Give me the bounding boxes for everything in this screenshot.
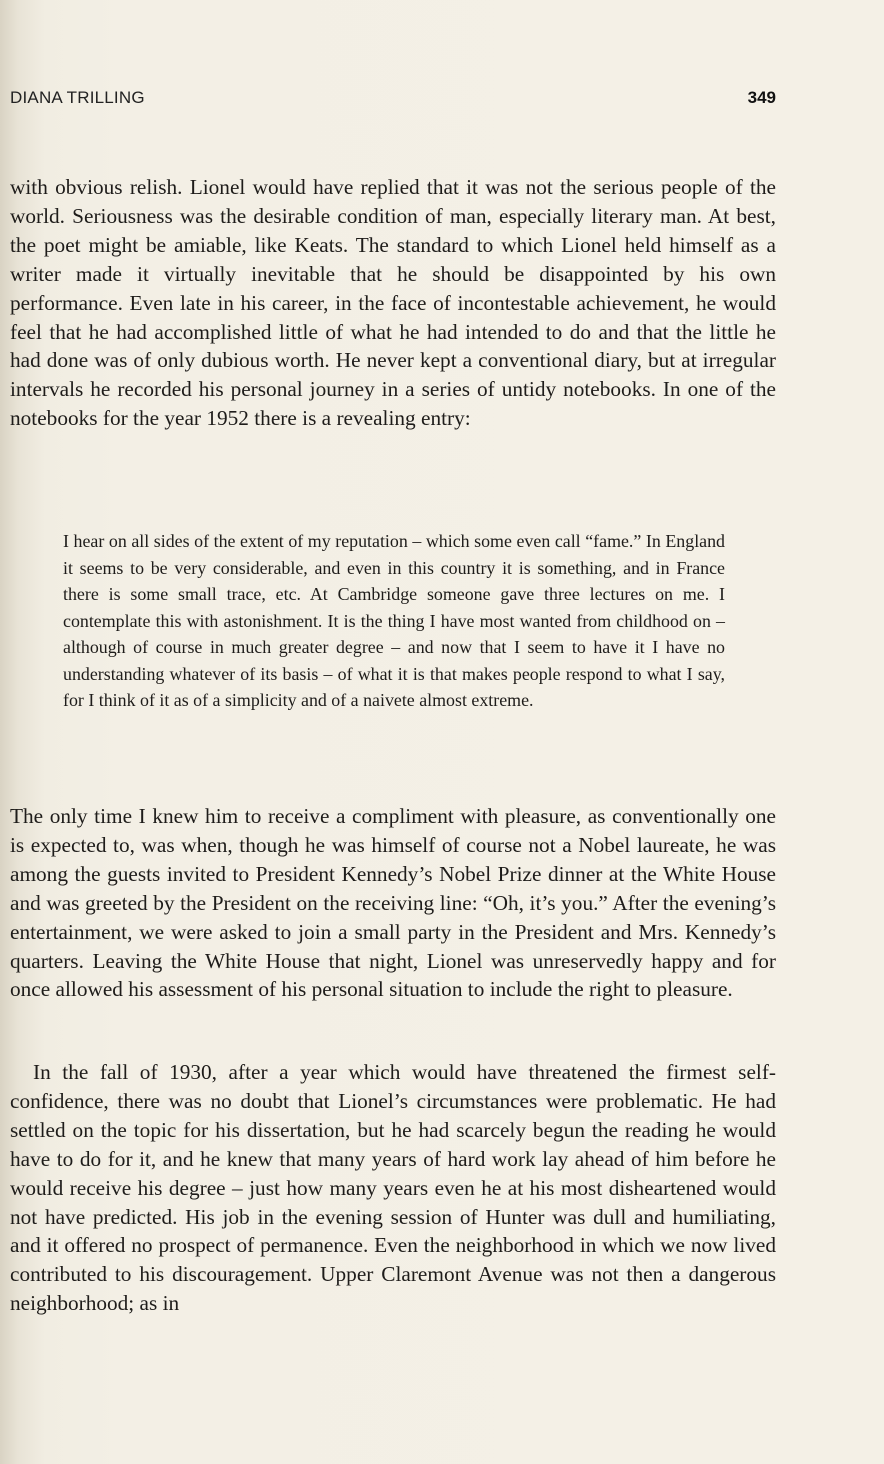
block-quote-diary-entry: I hear on all sides of the extent of my reputation – which some even call “fame.” In England it seems to be very considerable, and even in this country it is something, and in France there is some small trace, etc. At Cambridge someone gave three lectures on me. I contemplate this with astonishment. It is the thing I have most wanted from childhood on – although of course in much greater degree – and now that I seem to have it I have no understanding whatever of its basis – of what it is that makes people respond to what I say, for I think of it as of a simplicity and of a naivete almost extreme. [63,531,725,710]
body-paragraph-1: with obvious relish. Lionel would have replied that it was not the serious people of the world. Seriousness was the desirable condition of man, especially literary man. At best, the poet might be amiable, like Keats. The standard to which Lionel held himself as a writer made it virtually inevitable that he should be disappointed by his own performance. Even late in his career, in the face of incontestable achievement, he would feel that he had accomplished little of what he had intended to do and that the little he had done was of only dubious worth. He never kept a conventional diary, but at irregular intervals he recorded his personal journey in a series of untidy notebooks. In one of the notebooks for the year 1952 there is a revealing entry: [10,175,776,431]
page-number: 349 [747,88,776,107]
body-paragraph-3: In the fall of 1930, after a year which would have threatened the firmest self-confidence, there was no doubt that Lionel’s circumstances were problematic. He had settled on the topic for his dissertation, but he had scarcely begun the reading he would have to do for it, and he knew that many years of hard work lay ahead of him before he would receive his degree – just how many years even he at his most disheartened would not have predicted. His job in the evening session of Hunter was dull and humiliating, and it offered no prospect of permanence. Even the neighborhood in which we now lived contributed to his discouragement. Upper Claremont Avenue was not then a dangerous neighborhood; as in [10,1060,776,1316]
running-head [0,88,884,116]
running-head-author: DIANA TRILLING [10,88,145,107]
body-paragraph-2: The only time I knew him to receive a compliment with pleasure, as conventionally one is expected to, was when, though he was himself of course not a Nobel laureate, he was among the guests invited to President Kennedy’s Nobel Prize dinner at the White House and was greeted by the President on the receiving line: “Oh, it’s you.” After the evening’s entertainment, we were asked to join a small party in the President and Mrs. Kennedy’s quarters. Leaving the White House that night, Lionel was unreservedly happy and for once allowed his assessment of his personal situation to include the right to pleasure. [10,804,776,1002]
